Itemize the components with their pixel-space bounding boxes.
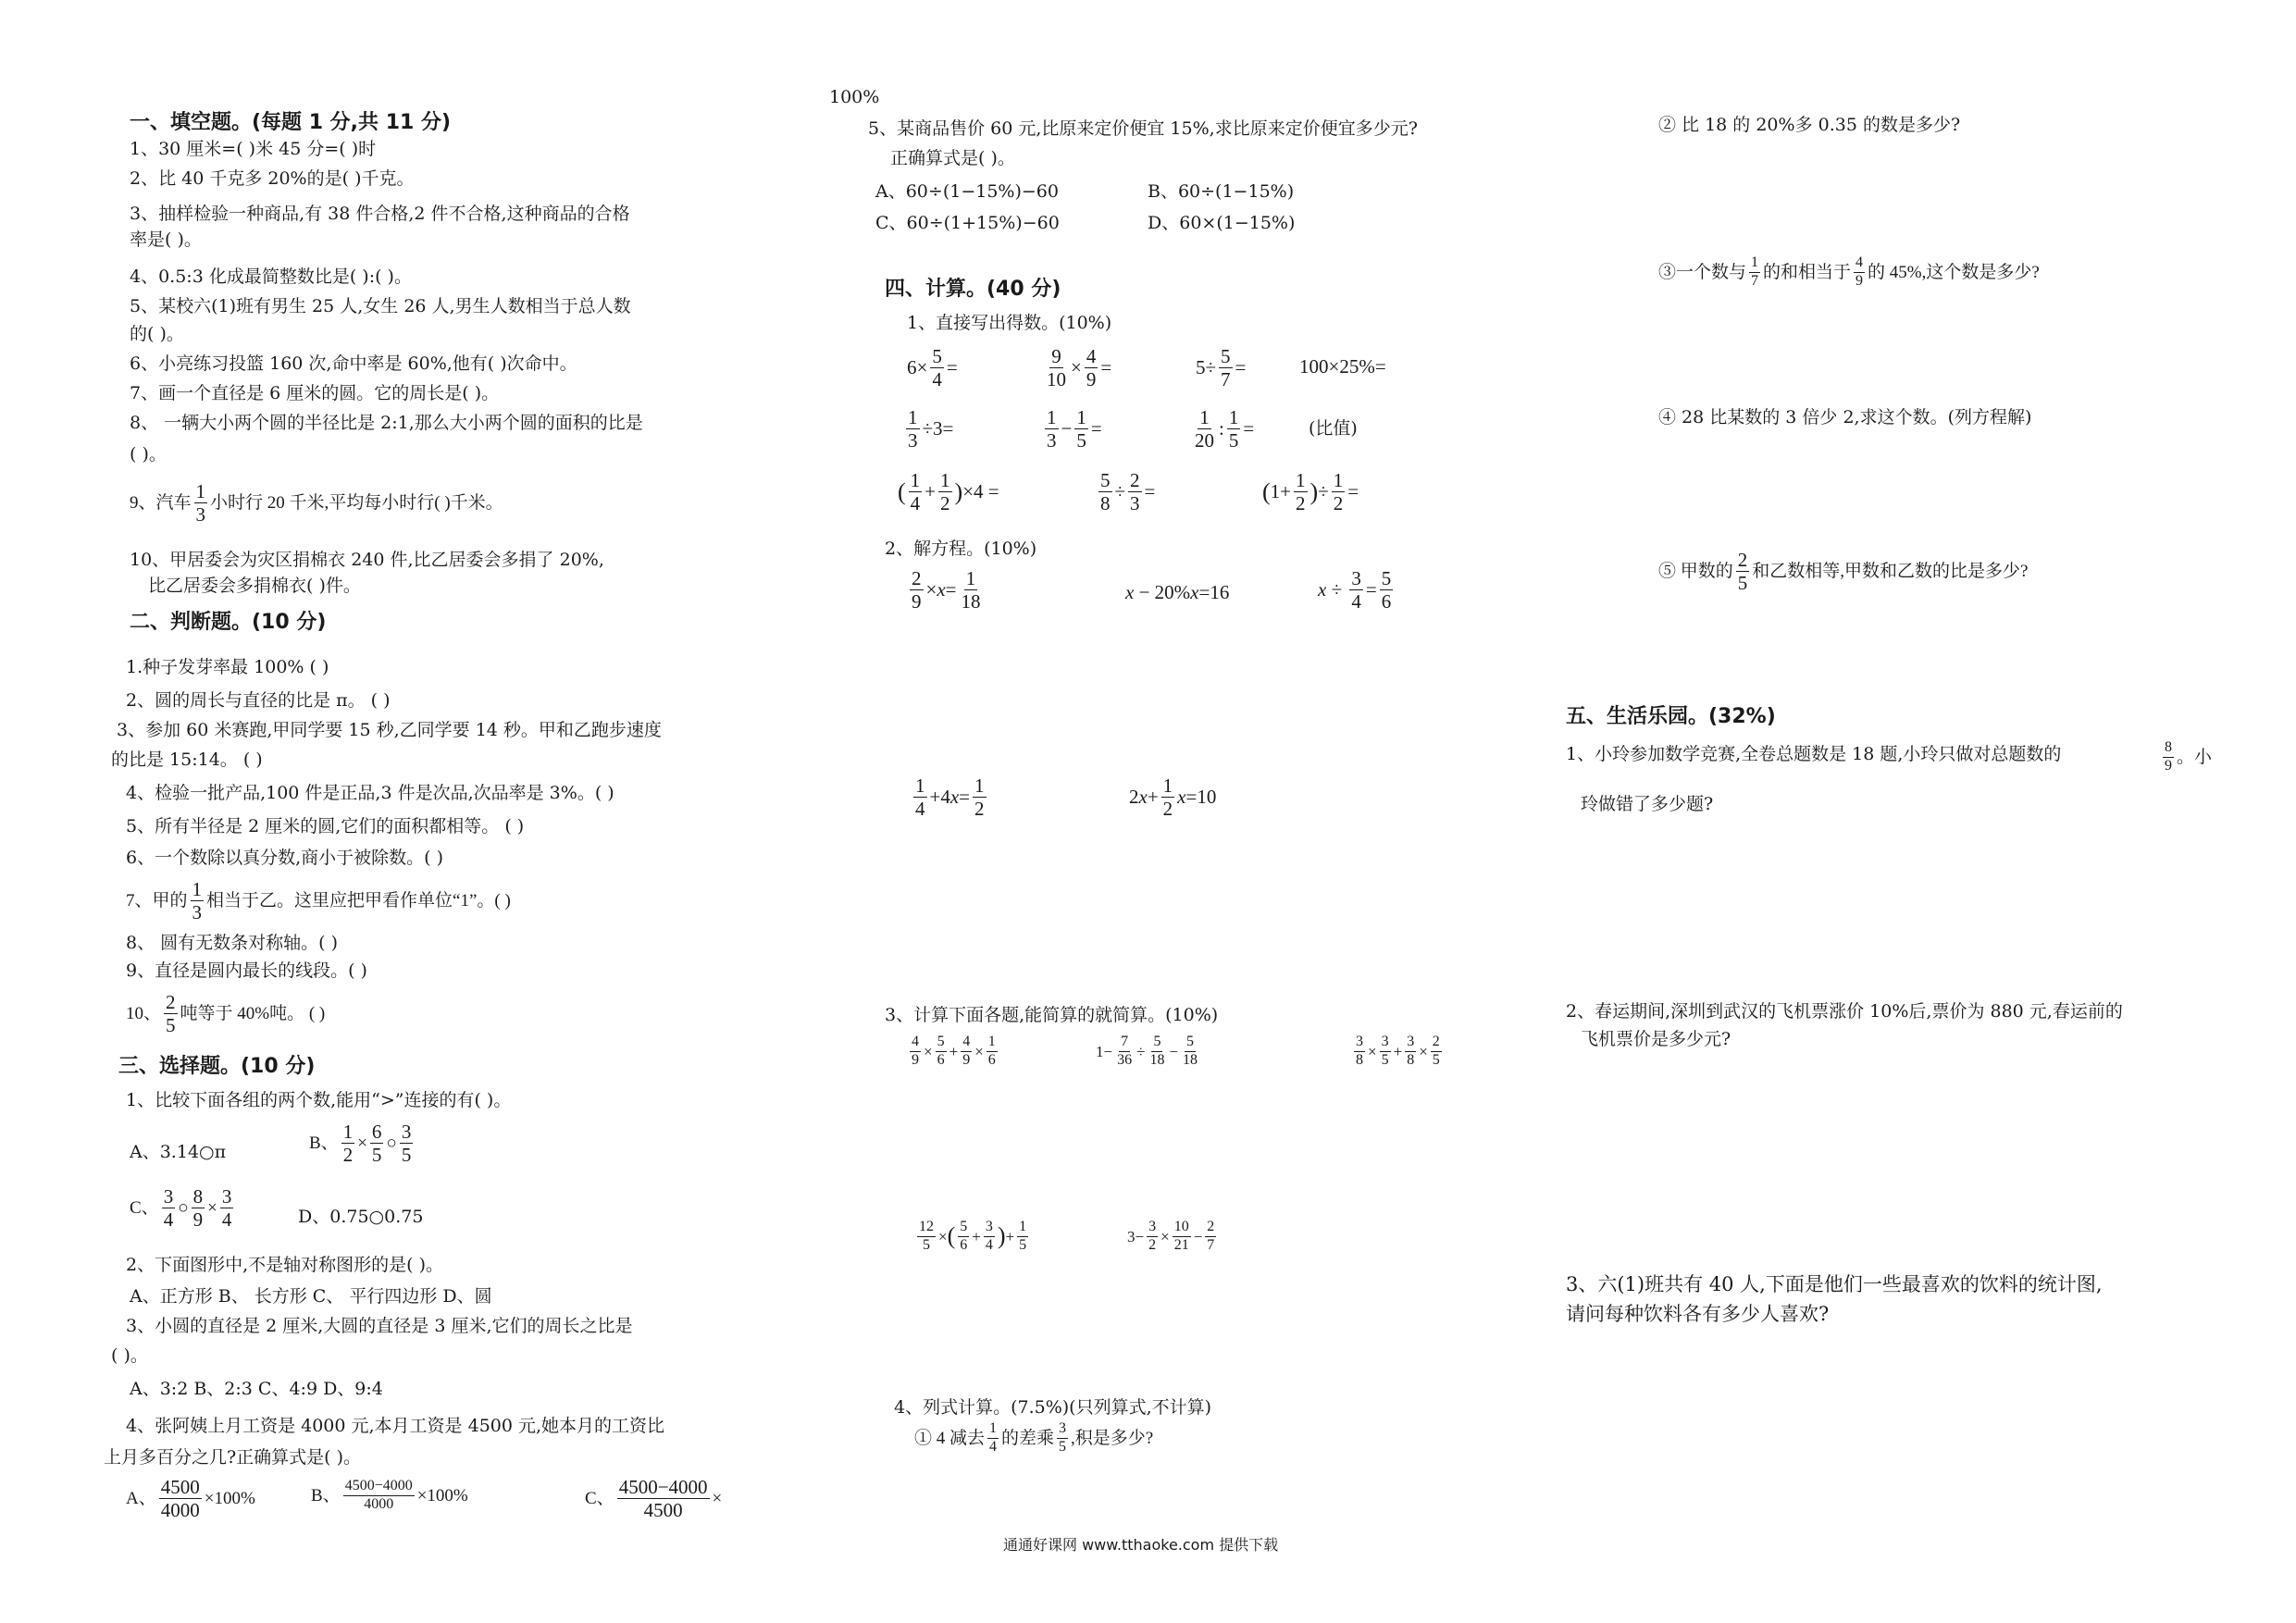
judge-9: 9、直径是圆内最长的线段。( ) (126, 960, 367, 981)
choice-4-option-a (126, 1477, 255, 1520)
section-fill-in-title: 一、填空题。(每题 1 分,共 11 分) (130, 111, 452, 134)
section-calculation-title: 四、计算。(40 分) (885, 278, 1061, 301)
fraction: $\frac{4500}{4000}$ (160, 1476, 200, 1522)
life-problem-2-line-2: 飞机票价是多少元? (1581, 1029, 1731, 1049)
judge-6: 6、一个数除以真分数,商小于被除数。( ) (126, 848, 443, 868)
question-7: 7、画一个直径是 6 厘米的圆。它的周长是( )。 (130, 383, 500, 403)
section-choice-title: 三、选择题。(10 分) (118, 1055, 316, 1078)
fraction: $\frac{4500-4000}{4000}$ (344, 1478, 413, 1512)
footer-source: 通通好课网 www.tthaoke.com 提供下载 (1003, 1536, 1279, 1554)
equation-4: 1 4 +4 x = $\frac{1}{2}$ (915, 774, 985, 821)
word-calc-1: ① 4 减去 1 4 的差乘 3 5 ,积是多少? (914, 1420, 1154, 1455)
fraction: 1 3 (195, 480, 206, 527)
choice-1-option-a: A、3.14○π (130, 1142, 227, 1162)
choice-4-option-c (585, 1477, 722, 1520)
choice-5-option-c: C、60÷(1+15%)−60 (875, 213, 1060, 233)
fraction: 1 3 (192, 878, 203, 924)
part-2-title: 2、解方程。(10%) (885, 539, 1037, 559)
word-calc-5-suffix: 和乙数相等,甲数和乙数的比是多少? (1752, 562, 2029, 582)
equation-5: 2 x + $\frac{1}{2}$ x =10 (1129, 774, 1217, 821)
simplify-1: $\frac{4}{9}$ × $\frac{5}{6}$ + $\frac{4}{9}$ × $\frac{1}{6}$ (912, 1034, 996, 1068)
question-1: 1、30 厘米=( )米 45 分=( )时 (130, 139, 377, 159)
choice-4-line-1: 4、张阿姨上月工资是 4000 元,本月工资是 4500 元,她本月的工资比 (126, 1416, 665, 1436)
word-calc-1-suffix: ,积是多少? (1071, 1428, 1154, 1448)
fraction: $\frac{6}{5}$ (371, 1121, 382, 1167)
part-4-title: 4、列式计算。(7.5%)(只列算式,不计算) (894, 1397, 1212, 1418)
section-true-false-title: 二、判断题。(10 分) (130, 611, 327, 634)
choice-1-option-b: B、 $\frac{1}{2}$ × $\frac{6}{5}$ ○ 3 5 (309, 1121, 412, 1167)
choice-5: 5、某商品售价 60 元,比原来定价便宜 15%,求比原来定价便宜多少元? (868, 118, 1418, 139)
choice-2-options: A、正方形 B、 长方形 C、 平行四边形 D、圆 (130, 1286, 492, 1307)
judge-3-line-2: 的比是 15:14。 ( ) (111, 750, 263, 770)
choice-5-option-d: D、60×(1−15%) (1148, 213, 1296, 233)
word-calc-4: ④ 28 比某数的 3 倍少 2,求这个数。(列方程解) (1658, 407, 2032, 427)
option-c-suffix: × (712, 1489, 723, 1509)
option-b-suffix: ×100% (416, 1485, 468, 1505)
judge-2: 2、圆的周长与直径的比是 π。 ( ) (126, 690, 391, 711)
oral-calc-9: ( 1 4 + $\frac{1}{2}$ ) ×4 = (898, 469, 999, 515)
judge-10-prefix: 10、 (126, 1004, 162, 1024)
life-problem-1-line-1-end: 。小 (2177, 747, 2213, 767)
judge-5: 5、所有半径是 2 厘米的圆,它们的面积都相等。 ( ) (126, 816, 525, 836)
carryover-percent: 100% (829, 87, 880, 107)
option-b-label: B、 (309, 1134, 339, 1154)
choice-4-line-2: 上月多百分之几?正确算式是( )。 (104, 1447, 362, 1468)
question-9-suffix: 小时行 20 千米,平均每小时行( )千米。 (210, 493, 503, 514)
part-1-title: 1、直接写出得数。(10%) (907, 313, 1112, 333)
fraction: $\frac{8}{9}$ (192, 1185, 204, 1232)
life-problem-1-line-2: 玲做错了多少题? (1581, 794, 1714, 814)
choice-2: 2、下面图形中,不是轴对称图形的是( )。 (126, 1255, 443, 1275)
oral-calc-2: $\frac{9}{10}$ × $\frac{4}{9}$ = (1047, 345, 1112, 391)
equation-1: $\frac{2}{9}$ × x = $\frac{1}{18}$ (912, 567, 981, 613)
part-3-title: 3、计算下面各题,能简算的就简算。(10%) (885, 1005, 1219, 1025)
choice-5-subline: 正确算式是( )。 (890, 148, 1015, 168)
word-calc-5: ⑤ 甲数的 2 5 和乙数相等,甲数和乙数的比是多少? (1658, 549, 2029, 595)
choice-5-option-b: B、60÷(1−15%) (1148, 181, 1295, 202)
oral-calc-7: 1 20 : $\frac{1}{5}$ = (1195, 406, 1255, 452)
fraction: 3 5 (401, 1121, 412, 1167)
oral-calc-10: $\frac{5}{8}$ ÷ $\frac{2}{3}$ = (1100, 469, 1156, 515)
question-8-line-2: ( )。 (130, 444, 167, 465)
judge-3-line-1: 3、参加 60 米赛跑,甲同学要 15 秒,乙同学要 14 秒。甲和乙跑步速度 (117, 720, 662, 740)
question-10-line-2: 比乙居委会多捐棉衣( )件。 (148, 576, 361, 596)
oral-calc-11: ( 1+ $\frac{1}{2}$ ) ÷ $\frac{1}{2}$ = (1262, 469, 1359, 515)
word-calc-1-middle: 的差乘 (1001, 1428, 1055, 1448)
judge-8: 8、 圆有无数条对称轴。( ) (126, 933, 338, 953)
ratio-note: (比值) (1309, 418, 1358, 439)
section-life-title: 五、生活乐园。(32%) (1566, 705, 1776, 728)
judge-7-suffix: 相当于乙。这里应把甲看作单位“1”。( ) (206, 891, 511, 911)
option-c-label: C、 (130, 1198, 159, 1219)
question-8-line-1: 8、 一辆大小两个圆的半径比是 2:1,那么大小两个圆的面积的比是 (130, 413, 643, 433)
question-3-line-2: 率是( )。 (130, 229, 202, 250)
question-9-prefix: 9、汽车 (130, 493, 192, 514)
question-3-line-1: 3、抽样检验一种商品,有 38 件合格,2 件不合格,这种商品的合格 (130, 204, 630, 224)
question-4: 4、0.5:3 化成最简整数比是( ):( )。 (130, 266, 412, 287)
oral-calc-3: 5÷ $\frac{5}{7}$ = (1196, 345, 1247, 391)
word-calc-3: ③一个数与 1 7 的和相当于 4 9 的 45%,这个数是多少? (1658, 254, 2040, 289)
judge-4: 4、检验一批产品,100 件是正品,3 件是次品,次品率是 3%。( ) (126, 783, 614, 803)
life-problem-3-line-1: 3、六(1)班共有 40 人,下面是他们一些最喜欢的饮料的统计图, (1566, 1273, 2103, 1295)
choice-3-options: A、3:2 B、2:3 C、4:9 D、9:4 (130, 1379, 383, 1399)
judge-7 (126, 879, 511, 923)
judge-10-suffix: 吨等于 40%吨。 ( ) (180, 1004, 326, 1024)
question-9 (130, 481, 503, 525)
word-calc-2: ② 比 18 的 20%多 0.35 的数是多少? (1658, 115, 1961, 135)
question-6: 6、小亮练习投篮 160 次,命中率是 60%,他有( )次命中。 (130, 353, 577, 374)
simplify-2: 1− $\frac{7}{36}$ ÷ $\frac{5}{18}$ − $\frac{5}{18}$ (1096, 1034, 1198, 1068)
choice-1-option-d: D、0.75○0.75 (298, 1207, 424, 1227)
simplify-4: $\frac{12}{5}$ × ( 5 6 + $\frac{3}{4}$ ) + $\frac{1}{5}$ (919, 1219, 1027, 1253)
option-a-suffix: ×100% (204, 1489, 255, 1509)
equation-2: x − 20% x =16 (1125, 581, 1230, 603)
simplify-5: 3− $\frac{3}{2}$ × $\frac{10}{21}$ − $\frac{2}{7}$ (1127, 1219, 1215, 1253)
fraction: $\frac{3}{4}$ (221, 1185, 232, 1232)
option-b-label: B、 (311, 1485, 341, 1505)
oral-calc-1: 6× $\frac{5}{4}$ = (907, 345, 958, 391)
judge-7-prefix: 7、甲的 (126, 891, 188, 911)
equation-3: x ÷ $\frac{3}{4}$ = $\frac{5}{6}$ (1318, 567, 1392, 613)
life-problem-1-fraction: 8 9 。小 (2165, 739, 2213, 774)
choice-3-line-2: ( )。 (111, 1345, 148, 1366)
word-calc-3-middle: 的和相当于 (1763, 262, 1852, 282)
fraction: $\frac{4500-4000}{4500}$ (618, 1476, 708, 1522)
word-calc-5-prefix: ⑤ 甲数的 (1658, 562, 1733, 582)
choice-1-option-c: C、 3 4 ○ $\frac{8}{9}$ × $\frac{3}{4}$ (130, 1185, 232, 1232)
simplify-3: $\frac{3}{8}$ × $\frac{3}{5}$ + $\frac{3}{8}$ × $\frac{2}{5}$ (1356, 1034, 1440, 1068)
question-5-line-2: 的( )。 (130, 324, 184, 344)
word-calc-3-prefix: ③一个数与 (1658, 262, 1747, 282)
choice-5-option-a: A、60÷(1−15%)−60 (875, 181, 1059, 202)
choice-4-option-b (311, 1479, 468, 1513)
fraction: 2 5 (166, 991, 176, 1037)
life-problem-1-line-1: 1、小玲参加数学竞赛,全卷总题数是 18 题,小玲只做对总题数的 (1566, 744, 2062, 764)
option-a-label: A、 (126, 1489, 156, 1509)
word-calc-1-prefix: ① 4 减去 (914, 1428, 986, 1448)
choice-3-line-1: 3、小圆的直径是 2 厘米,大圆的直径是 3 厘米,它们的周长之比是 (126, 1316, 633, 1336)
word-calc-3-suffix: 的 45%,这个数是多少? (1868, 262, 2040, 282)
fraction: 3 4 (163, 1185, 174, 1232)
judge-10 (126, 992, 325, 1035)
oral-calc-4: 100×25%= (1299, 355, 1386, 378)
fraction: $\frac{1}{2}$ (342, 1121, 354, 1167)
oral-calc-6: 1 3 − $\frac{1}{5}$ = (1047, 406, 1102, 452)
question-2: 2、比 40 千克多 20%的是( )千克。 (130, 168, 415, 189)
life-problem-2-line-1: 2、春运期间,深圳到武汉的飞机票涨价 10%后,票价为 880 元,春运前的 (1566, 1001, 2123, 1022)
oral-calc-5: $\frac{1}{3}$ ÷3= (908, 406, 954, 452)
life-problem-3-line-2: 请问每种饮料各有多少人喜欢? (1566, 1303, 1830, 1325)
choice-1: 1、比较下面各组的两个数,能用“>”连接的有( )。 (126, 1090, 512, 1110)
judge-1: 1.种子发芽率最 100% ( ) (126, 657, 329, 677)
question-10-line-1: 10、甲居委会为灾区捐棉衣 240 件,比乙居委会多捐了 20%, (130, 550, 604, 570)
question-5-line-1: 5、某校六(1)班有男生 25 人,女生 26 人,男生人数相当于总人数 (130, 296, 631, 316)
option-c-label: C、 (585, 1489, 614, 1509)
